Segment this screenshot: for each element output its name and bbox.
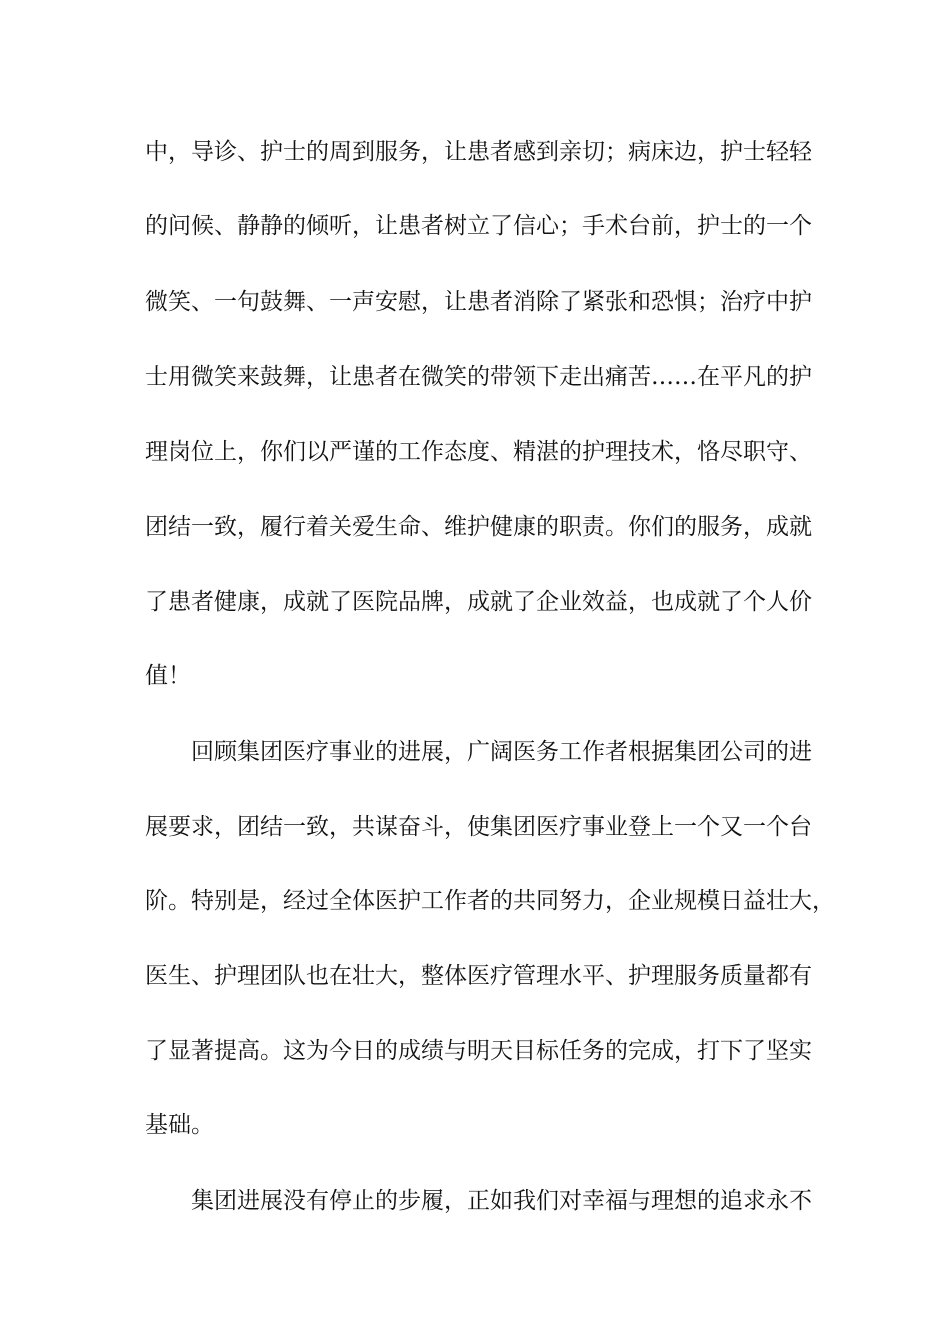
paragraph-line: 了患者健康，成就了医院品牌，成就了企业效益，也成就了个人价 [145, 589, 812, 615]
paragraph-line: 士用微笑来鼓舞，让患者在微笑的带领下走出痛苦……在平凡的护 [145, 364, 812, 390]
paragraph-line: 中，导诊、护士的周到服务，让患者感到亲切；病床边，护士轻轻 [145, 139, 812, 165]
paragraph-line: 展要求，团结一致，共谋奋斗，使集团医疗事业登上一个又一个台 [145, 814, 812, 840]
paragraph-line: 微笑、一句鼓舞、一声安慰，让患者消除了紧张和恐惧；治疗中护 [145, 289, 812, 315]
paragraph-line: 集团进展没有停止的步履，正如我们对幸福与理想的追求永不 [191, 1188, 812, 1214]
paragraph-line: 的问候、静静的倾听，让患者树立了信心；手术台前，护士的一个 [145, 213, 812, 239]
paragraph-line: 理岗位上，你们以严谨的工作态度、精湛的护理技术，恪尽职守、 [145, 439, 812, 465]
paragraph-line: 了显著提高。这为今日的成绩与明天目标任务的完成，打下了坚实 [145, 1038, 812, 1064]
paragraph-line: 阶。特别是，经过全体医护工作者的共同努力，企业规模日益壮大， [145, 888, 835, 914]
paragraph-line: 医生、护理团队也在壮大，整体医疗管理水平、护理服务质量都有 [145, 963, 812, 989]
paragraph-line: 值！ [145, 663, 191, 689]
paragraph-line: 团结一致，履行着关爱生命、维护健康的职责。你们的服务，成就 [145, 514, 812, 540]
paragraph-line: 基础。 [145, 1112, 214, 1138]
paragraph-line: 回顾集团医疗事业的进展，广阔医务工作者根据集团公司的进 [191, 739, 812, 765]
